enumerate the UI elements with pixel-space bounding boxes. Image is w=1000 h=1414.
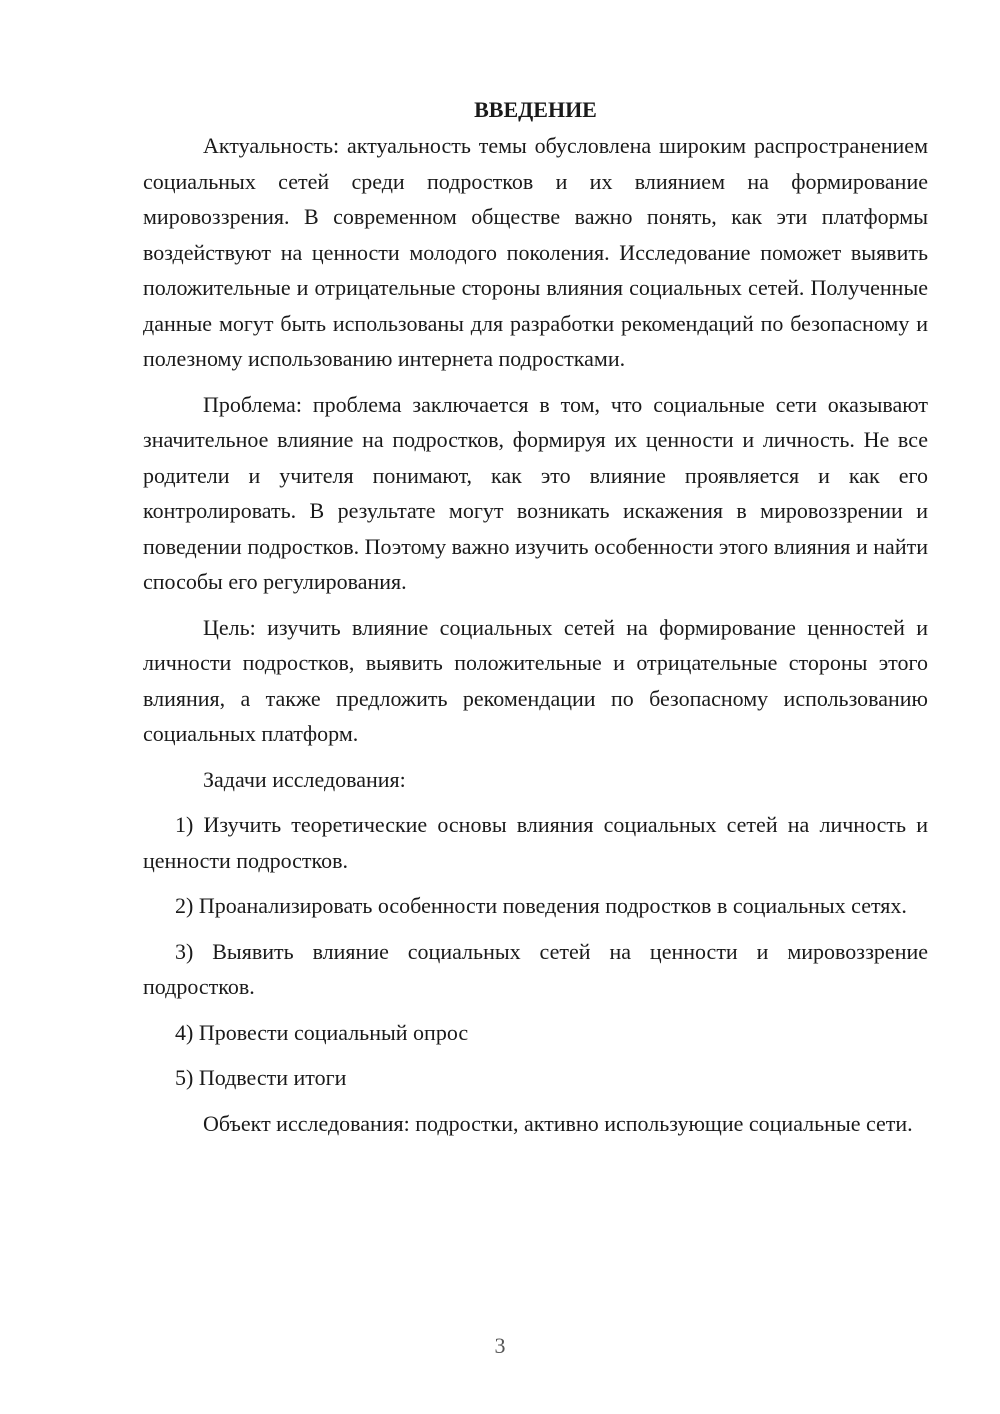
task-item-1: 1) Изучить теоретические основы влияния социальных сетей на личность и ценности подростков. [143,812,928,873]
object-paragraph: Объект исследования: подростки, активно использующие социальные сети. [203,1110,913,1136]
page-number: 3 [494,1333,506,1358]
page-title: ВВЕДЕНИЕ [474,97,597,122]
task-item-4: 4) Провести социальный опрос [175,1019,469,1045]
relevance-paragraph: Актуальность: актуальность темы обусловлена широким распространением социальных сетей среди подростков и их влиянием на формирование мировоззрения. В современном обществе важно понять, как эти платформы воздействуют на ценности молодого поколения. Исследование поможет выявить положительные и отрицательные стороны влияния социальных сетей. Полученные данные могут быть использованы для разработки рекомендаций по безопасному и полезному использованию интернета подростками. [143,133,928,371]
problem-paragraph: Проблема: проблема заключается в том, что социальные сети оказывают значительное влияние на подростков, формируя их ценности и личность. Не все родители и учителя понимают, как это влияние проявляется и как его контролировать. В результате могут возникать искажения в мировоззрении и поведении подростков. Поэтому важно изучить особенности этого влияния и найти способы его регулирования. [143,391,928,594]
task-item-3: 3) Выявить влияние социальных сетей на ценности и мировоззрение подростков. [143,938,928,999]
task-item-5: 5) Подвести итоги [175,1065,347,1090]
task-item-2: 2) Проанализировать особенности поведения подростков в социальных сетях. [175,893,907,918]
tasks-label: Задачи исследования: [203,766,406,792]
goal-paragraph: Цель: изучить влияние социальных сетей на формирование ценностей и личности подростков, выявить положительные и отрицательные стороны этого влияния, а также предложить рекомендации по безопасному использованию социальных платформ. [143,614,928,746]
document-page [143,92,928,1151]
